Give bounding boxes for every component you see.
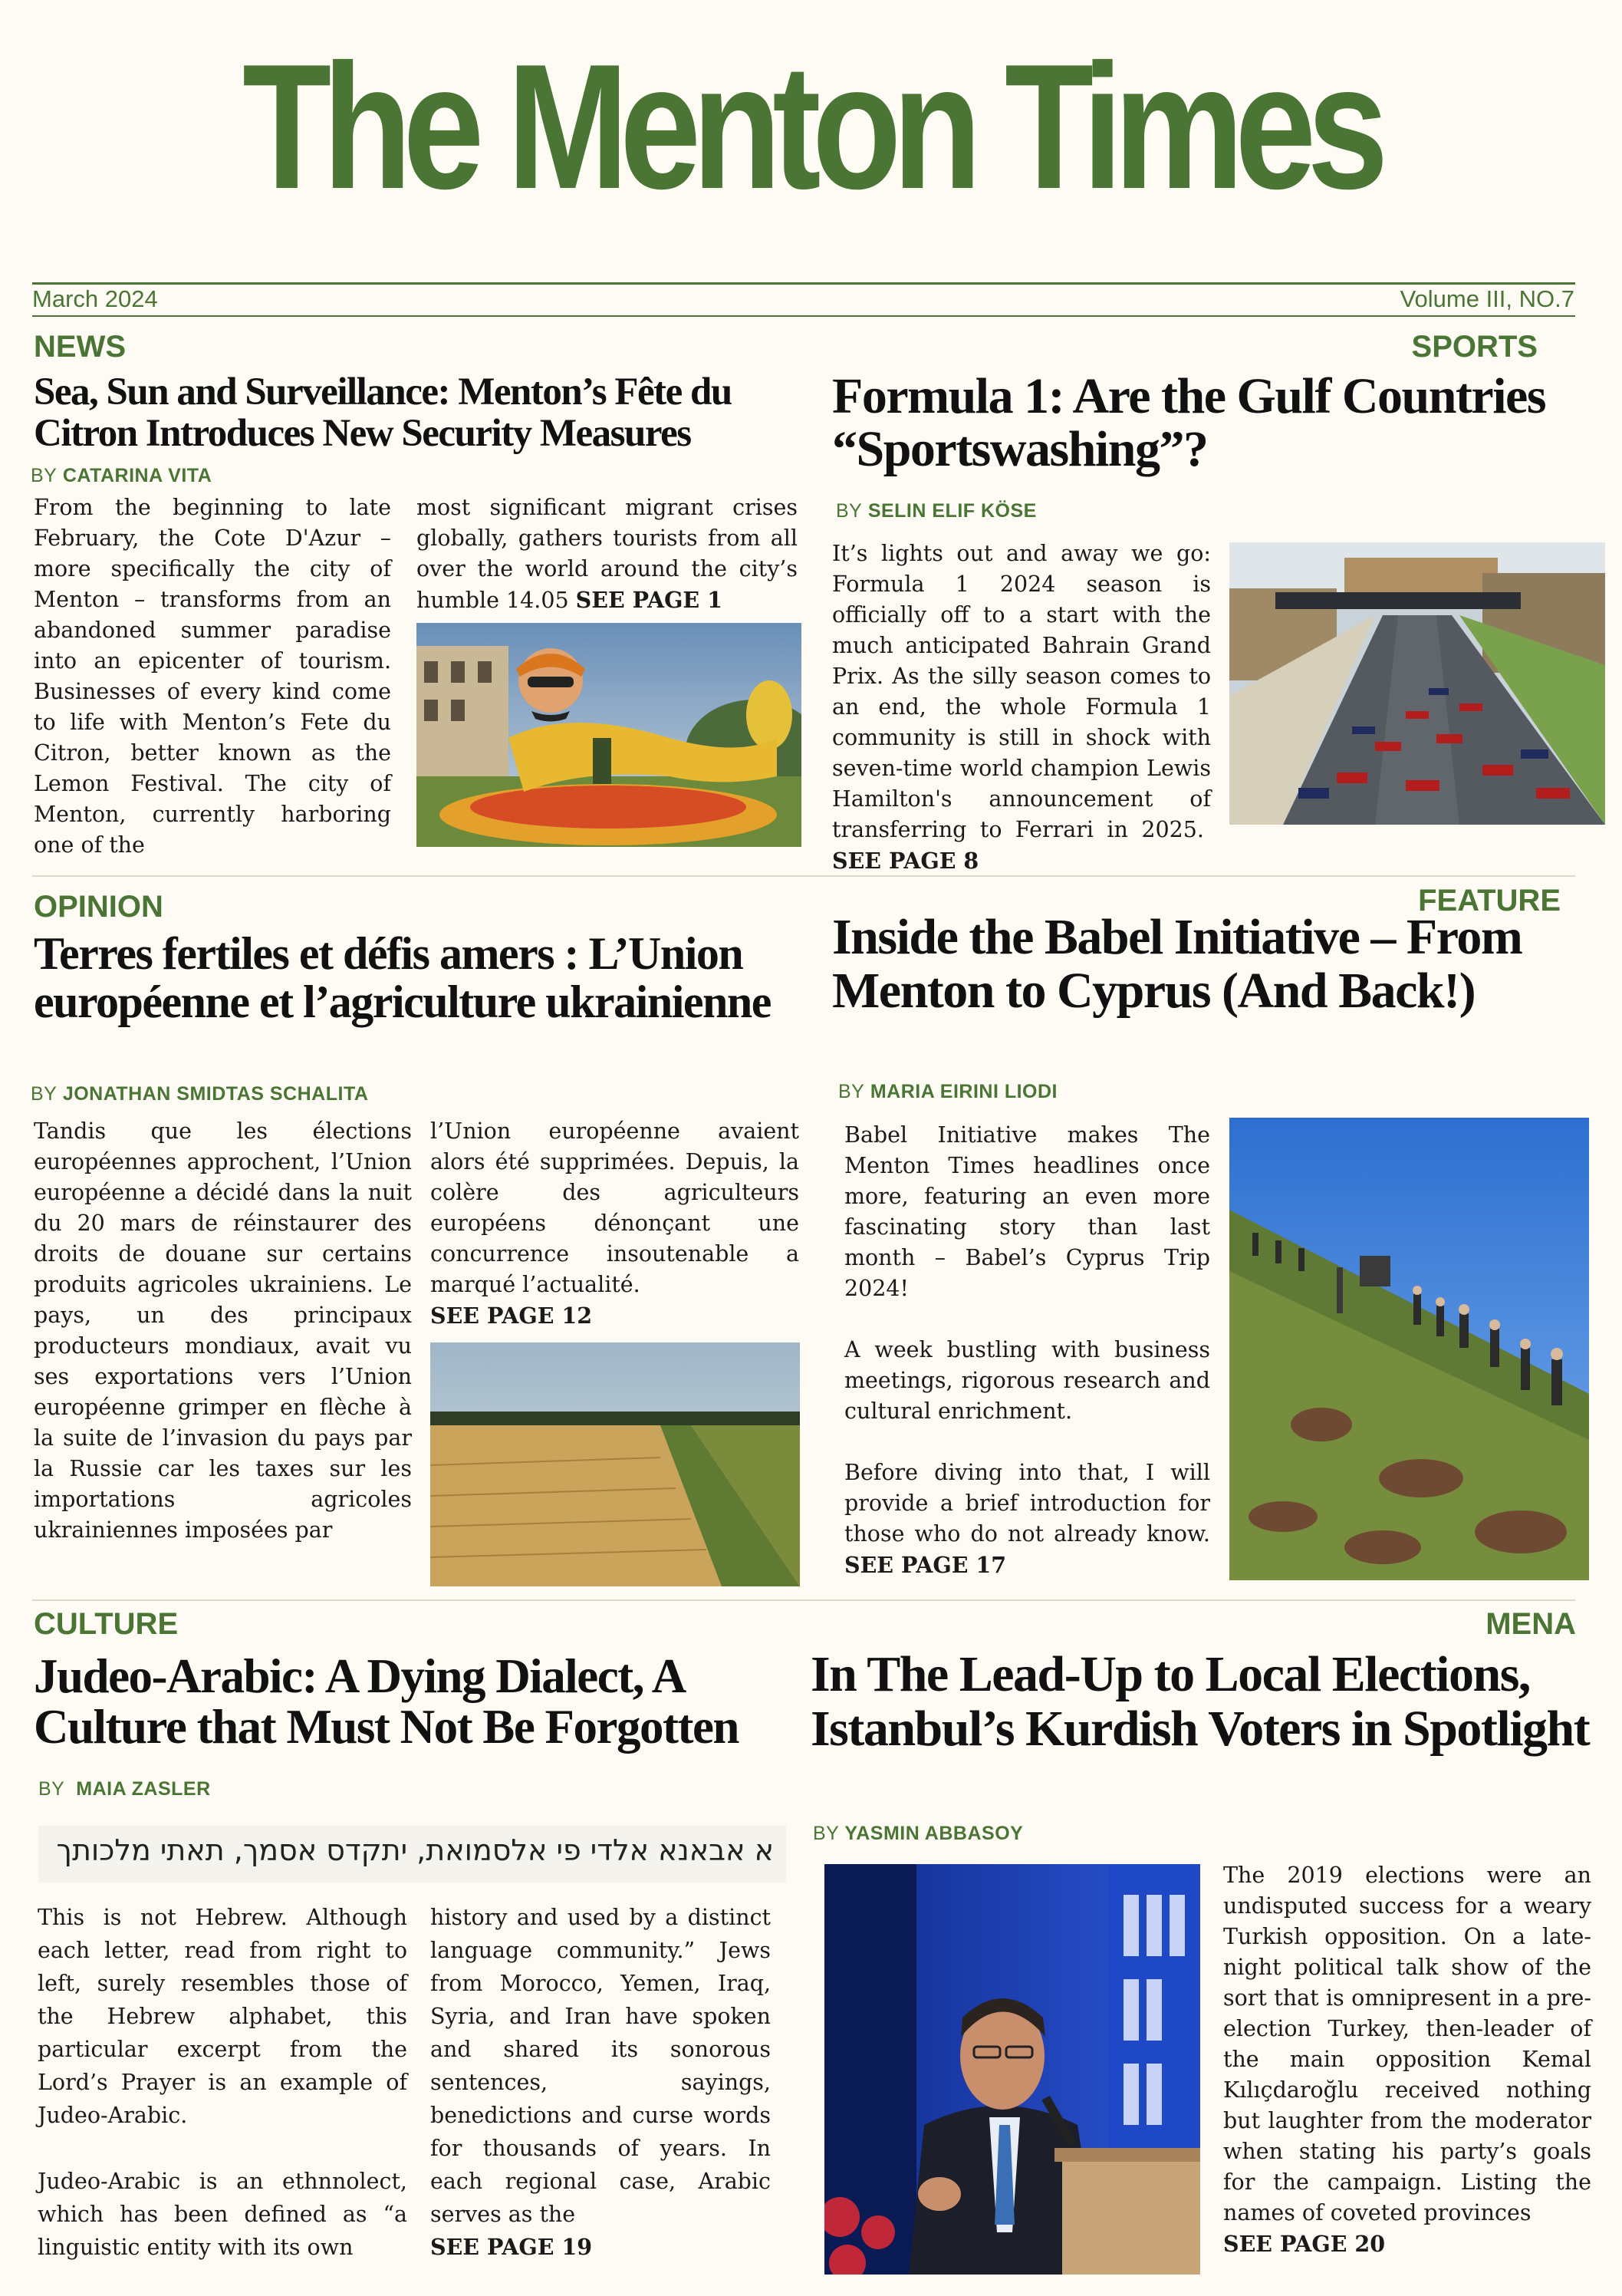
lemon-festival-photo: [416, 623, 801, 847]
byline-prefix: BY: [838, 1081, 865, 1102]
author-news: CATARINA VITA: [62, 465, 212, 486]
feature-paragraph-3-text: Before diving into that, I will provide a brief introduction for those who do not already know.: [844, 1460, 1210, 1547]
byline-sports: [836, 500, 1037, 522]
byline-prefix: BY: [31, 465, 58, 486]
author-sports: SELIN ELIF KÖSE: [867, 500, 1037, 522]
headline-news[interactable]: Sea, Sun and Surveillance: Menton’s Fête du Citron Introduces New Security Measures: [34, 371, 732, 455]
byline-prefix: BY: [836, 500, 863, 522]
issue-volume: Volume III, NO.7: [1400, 285, 1574, 312]
see-page-opinion[interactable]: SEE PAGE 12: [430, 1303, 593, 1329]
headline-mena[interactable]: In The Lead-Up to Local Elections, Istanbul’s Kurdish Voters in Spotlight: [811, 1646, 1590, 1757]
bahrain-gp-photo: [1229, 542, 1605, 825]
sports-body: [832, 539, 1211, 877]
istanbul-speaker-photo: [824, 1864, 1200, 2275]
feature-paragraph-3: [844, 1458, 1210, 1581]
opinion-column-1: Tandis que les élections européennes approchent, l’Union européenne a décidé dans la nuit du 20 mars de réinstaurer des droits de douane sur certains produits agricoles ukrainiens. Le pays, un des principaux producteurs mondiaux, avait vu ses exportations vers l’Union européenne grimper en flèche à la suite de l’invasion du pays par la Russie car les taxes sur les importations agricoles ukrainiennes imposées par: [34, 1118, 412, 1543]
headline-sports[interactable]: Formula 1: Are the Gulf Countries “Sportswashing”?: [832, 368, 1546, 478]
masthead-title: The Menton Times: [242, 28, 1380, 226]
byline-prefix: BY: [31, 1083, 58, 1105]
see-page-mena[interactable]: SEE PAGE 20: [1223, 2231, 1386, 2257]
masthead-rule-top: [32, 282, 1575, 285]
cyprus-hike-photo: [1229, 1118, 1589, 1580]
news-column-1: From the beginning to late February, the Cote D'Azur – more specifically the city of Menton – transforms from an abandoned summer paradise into an epicenter of tourism. Businesses of every kind come to life with Menton’s Fete du Citron, better known as the Lemon Festival. The city of Menton, currently harboring one of the: [34, 495, 391, 858]
section-sports: SPORTS: [1411, 330, 1538, 364]
mena-body-text: The 2019 elections were an undisputed success for a weary Turkish opposition. On a late-night political talk show of the sort that is omnipresent in a pre-election Turkey, then-leader of the main opposition Kemal Kılıçdaroğlu received nothing but laughter from the moderator when stating his party’s goals for the campaign. Listing the names of coveted provinces: [1223, 1863, 1591, 2225]
culture-column-2: [430, 1901, 771, 2264]
headline-culture[interactable]: Judeo-Arabic: A Dying Dialect, A Culture that Must Not Be Forgotten: [34, 1649, 739, 1754]
judeo-arabic-quote: א אבאנא אלדי פי אלסמואת, יתקדס אסמך, תאתי מלכותך: [38, 1826, 786, 1883]
feature-paragraph-2: A week bustling with business meetings, rigorous research and cultural enrichment.: [844, 1337, 1210, 1424]
author-mena: YASMIN ABBASOY: [844, 1823, 1024, 1844]
author-feature: MARIA EIRINI LIODI: [870, 1081, 1058, 1102]
section-opinion: OPINION: [34, 890, 163, 924]
feature-body: [844, 1120, 1210, 1581]
feature-paragraph-1: Babel Initiative makes The Menton Times headlines once more, featuring an even more fascinating story than last month – Babel’s Cyprus Trip 2024!: [844, 1122, 1210, 1301]
masthead-rule-bottom: [32, 315, 1575, 317]
byline-culture: [38, 1778, 211, 1800]
byline-mena: [813, 1823, 1023, 1845]
see-page-feature[interactable]: SEE PAGE 17: [844, 1552, 1007, 1578]
byline-feature: [838, 1081, 1058, 1103]
see-page-news[interactable]: SEE PAGE 1: [575, 587, 722, 613]
byline-prefix: BY: [38, 1778, 65, 1800]
divider-row-1: [32, 875, 1575, 877]
culture-paragraph-1: This is not Hebrew. Although each letter, read from right to left, surely resembles those of the Hebrew alphabet, this particular excerpt from the Lord’s Prayer is an example of Judeo-Arabic.: [38, 1905, 407, 2128]
divider-row-2: [32, 1599, 1575, 1601]
culture-column-1: [38, 1901, 407, 2264]
byline-prefix: BY: [813, 1823, 840, 1844]
culture-column-2-text: history and used by a distinct language community.” Jews from Morocco, Yemen, Iraq, Syria, and Iran have spoken and shared its sonorous sentences, sayings, benedictions and curse words for thousands of years. In each regional case, Arabic serves as the: [430, 1905, 771, 2227]
see-page-culture[interactable]: SEE PAGE 19: [430, 2234, 593, 2260]
headline-feature[interactable]: Inside the Babel Initiative – From Menton to Cyprus (And Back!): [832, 909, 1522, 1019]
section-culture: CULTURE: [34, 1607, 179, 1641]
news-column-2: [416, 492, 798, 616]
opinion-column-2-text: l’Union européenne avaient alors été supprimées. Depuis, la colère des agriculteurs européens dénonçant une concurrence insoutenable a marqué l’actualité.: [430, 1118, 799, 1297]
sports-body-text: It’s lights out and away we go: Formula 1 2024 season is officially off to a start with the much anticipated Bahrain Grand Prix. As the silly season comes to an end, the whole Formula 1 community is still in shock with seven-time world champion Lewis Hamilton's announcement of transferring to Ferrari in 2025.: [832, 541, 1211, 842]
mena-body: [1223, 1860, 1591, 2260]
author-culture: MAIA ZASLER: [76, 1778, 211, 1800]
issue-date: March 2024: [32, 285, 158, 312]
section-news: NEWS: [34, 330, 126, 364]
news-column-2-text: most significant migrant crises globally, gathers tourists from all over the world around the city’s humble 14.05: [416, 495, 798, 613]
headline-opinion[interactable]: Terres fertiles et défis amers : L’Union européenne et l’agriculture ukrainienne: [34, 928, 771, 1027]
section-feature: FEATURE: [1418, 884, 1561, 917]
byline-news: [31, 465, 212, 487]
byline-opinion: [31, 1083, 368, 1105]
wheat-field-photo: [430, 1342, 800, 1586]
opinion-column-2: [430, 1116, 799, 1332]
culture-paragraph-2: Judeo-Arabic is an ethnnolect, which has been defined as “a linguistic entity with its own: [38, 2169, 407, 2260]
author-opinion: JONATHAN SMIDTAS SCHALITA: [62, 1083, 369, 1105]
see-page-sports[interactable]: SEE PAGE 8: [832, 848, 979, 874]
section-mena: MENA: [1485, 1607, 1576, 1641]
